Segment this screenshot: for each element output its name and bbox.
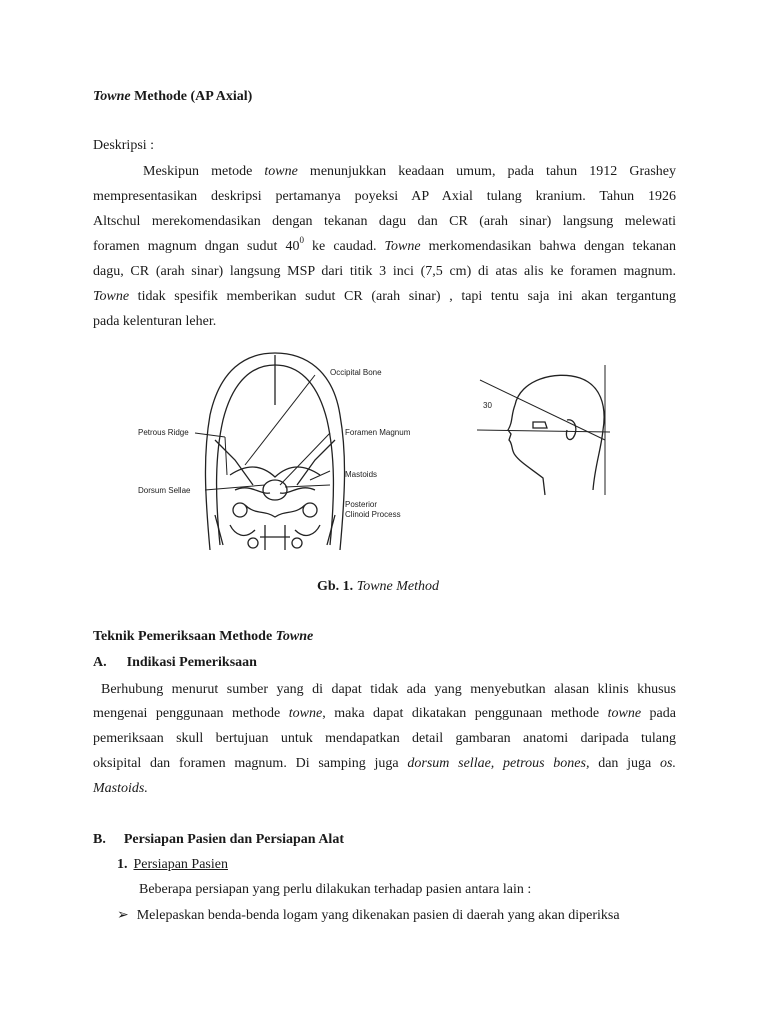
para1-line7: pada kelenturan leher. xyxy=(93,314,217,329)
para2-line4: oksipital dan foramen magnum. Di samping juga dorsum sellae, petrous bones, dan juga os. xyxy=(93,756,676,771)
section-heading: Teknik Pemeriksaan Methode Towne xyxy=(93,629,314,644)
subheading-1: 1. Persiapan Pasien xyxy=(117,857,228,872)
label-foramen-magnum: Foramen Magnum xyxy=(345,428,411,437)
heading-b: B. Persiapan Pasien dan Persiapan Alat xyxy=(93,832,344,847)
para1-line5: dagu, CR (arah sinar) langsung MSP dari titik 3 inci (7,5 cm) di atas alis ke foramen magnum. xyxy=(93,264,676,279)
angle-label: 30 xyxy=(483,401,492,410)
label-mastoids: Mastoids xyxy=(345,470,378,479)
para2-line1: Berhubung menurut sumber yang di dapat tidak ada yang menyebutkan alasan klinis khusus xyxy=(101,682,676,697)
para1-line1: Meskipun metode towne menunjukkan keadaan umum, pada tahun 1912 Grashey xyxy=(143,164,676,179)
para1-line4: foramen magnum dngan sudut $40^0$ ke caudad. Towne merkomendasikan bahwa dengan tekanan xyxy=(93,235,676,254)
deskripsi-label: Deskripsi : xyxy=(93,138,155,153)
label-dorsum-sellae: Dorsum Sellae xyxy=(138,486,191,495)
lateral-head-diagram xyxy=(475,360,615,500)
skull-ap-diagram xyxy=(135,345,435,560)
para1-line3: Altschul merekomendasikan dengan tekanan dagu dan CR (arah sinar) langsung melewati xyxy=(93,214,676,229)
baseline xyxy=(477,430,610,432)
label-petrous-ridge: Petrous Ridge xyxy=(138,428,189,437)
occipital-arrow xyxy=(245,375,315,465)
label-clinoid-process: Clinoid Process xyxy=(345,510,401,519)
para1-line2: mempresentasikan deskripsi pertamanya poyeksi AP Axial tulang kranium. Tahun 1926 xyxy=(93,189,676,204)
para2-line3: pemeriksaan skull bertujuan untuk mendapatkan detail gambaran anatomi daripada tulang xyxy=(93,731,676,746)
para1-line6: Towne tidak spesifik memberikan sudut CR (arah sinar) , tapi tentu saja ini akan tergantung xyxy=(93,289,676,304)
document-title: Towne Methode (AP Axial) xyxy=(93,89,253,104)
heading-a: A. Indikasi Pemeriksaan xyxy=(93,655,257,670)
para2-line2: mengenai penggunaan methode towne, maka dapat dikatakan penggunaan methode towne pada xyxy=(93,706,676,721)
persiapan-intro: Beberapa persiapan yang perlu dilakukan terhadap pasien antara lain : xyxy=(139,882,532,897)
bullet-item-1: ➢ Melepaskan benda-benda logam yang dikenakan pasien di daerah yang akan diperiksa xyxy=(117,908,620,923)
arrow-bullet-icon: ➢ xyxy=(117,908,129,923)
label-posterior: Posterior xyxy=(345,500,378,509)
label-occipital-bone: Occipital Bone xyxy=(330,368,382,377)
para2-line5: Mastoids. xyxy=(93,781,148,796)
figure-caption: Gb. 1. Towne Method xyxy=(317,579,440,594)
